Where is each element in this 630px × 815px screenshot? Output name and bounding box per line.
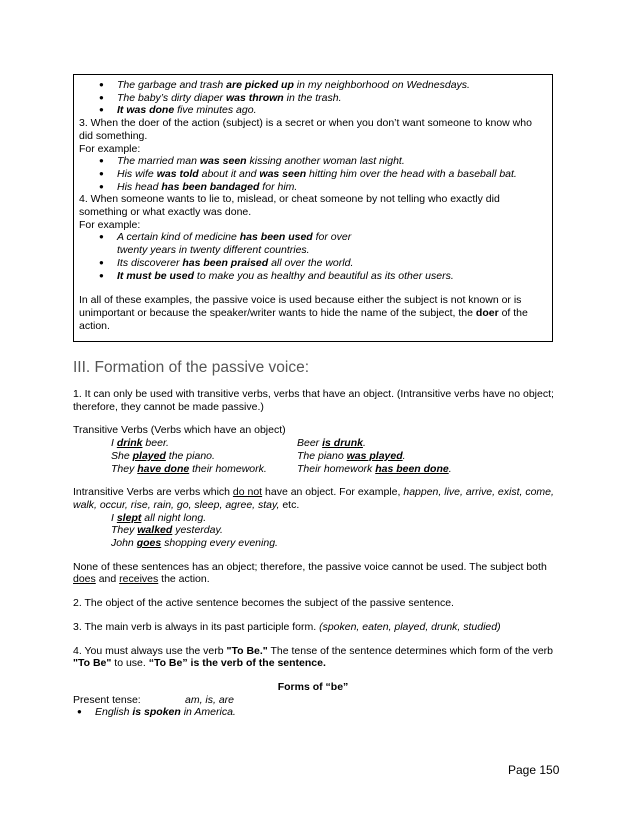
present-tense-forms: am, is, are	[185, 693, 235, 706]
table-row: They have done their homework. Their homework has been done.	[111, 462, 452, 475]
for-example-label: For example:	[79, 218, 141, 231]
list-item: I slept all night long.	[111, 511, 207, 524]
list-item: ● It was done five minutes ago.	[79, 104, 547, 117]
list-item: They walked yesterday.	[111, 524, 223, 537]
list-item: ● Its discoverer has been praised all over the world.	[79, 257, 547, 270]
point-1: 1. It can only be used with transitive verbs, verbs that have an object. (Intransitive verbs have no object; therefore, they cannot be made passive.)	[73, 388, 554, 413]
for-example-label: For example:	[79, 142, 141, 155]
present-tense-row	[73, 694, 563, 707]
list-item: ● The garbage and trash are picked up in my neighborhood on Wednesdays.	[79, 79, 547, 92]
point-2: 2. The object of the active sentence becomes the subject of the passive sentence.	[73, 597, 454, 610]
main-content	[73, 388, 563, 719]
list-item: ● The baby’s dirty diaper was thrown in the trash.	[79, 92, 547, 105]
none-paragraph: None of these sentences has an object; therefore, the passive voice cannot be used. The subject both does and receives the action.	[73, 560, 547, 586]
list-item: ● English is spoken in America.	[57, 706, 563, 719]
bullet-list-1	[79, 79, 547, 117]
section-title: III. Formation of the passive voice:	[73, 359, 310, 376]
list-item: ● His wife was told about it and was seen hitting him over the head with a baseball bat.	[79, 168, 547, 181]
transitive-heading: Transitive Verbs (Verbs which have an object)	[73, 424, 286, 437]
summary-paragraph: In all of these examples, the passive voice is used because either the subject is not known or is unimportant or because the speaker/writer wants to hide the name of the subject, the doer of the action.	[79, 294, 528, 332]
list-item: ● It must be used to make you as healthy and beautiful as its other users.	[79, 270, 547, 283]
intransitive-paragraph: Intransitive Verbs are verbs which do not have an object. For example, happen, live, arrive, exist, come, walk, occur, rise, rain, go, sleep, agree, stay, etc.	[73, 486, 554, 511]
list-item: ● His head has been bandaged for him.	[79, 181, 547, 194]
present-example-list	[57, 706, 563, 719]
bullet-list-2	[79, 155, 547, 193]
present-tense-label: Present tense:	[73, 693, 141, 706]
forms-title: Forms of “be”	[277, 680, 349, 693]
item-4-text: 4. When someone wants to lie to, mislead, or cheat someone by not telling who exactly did something or what exactly was done.	[79, 193, 500, 219]
list-item: ● A certain kind of medicine has been used for over twenty years in twenty different countries.	[79, 231, 547, 256]
point-4: 4. You must always use the verb "To Be." The tense of the sentence determines which form of the verb "To Be" to use. “To Be” is the verb of the sentence.	[73, 644, 553, 670]
item-3-text: 3. When the doer of the action (subject) is a secret or when you don’t want someone to know who did something.	[79, 117, 532, 142]
list-item: ● The married man was seen kissing another woman last night.	[79, 155, 547, 168]
bullet-list-3	[79, 231, 547, 282]
table-row: I drink beer. Beer is drunk.	[111, 437, 366, 450]
point-3: 3. The main verb is always in its past participle form. (spoken, eaten, played, drunk, studied)	[73, 620, 501, 633]
examples-box	[73, 74, 553, 342]
list-item: John goes shopping every evening.	[111, 537, 278, 550]
page-number: Page 150	[508, 763, 560, 777]
table-row: She played the piano. The piano was played.	[111, 449, 406, 462]
